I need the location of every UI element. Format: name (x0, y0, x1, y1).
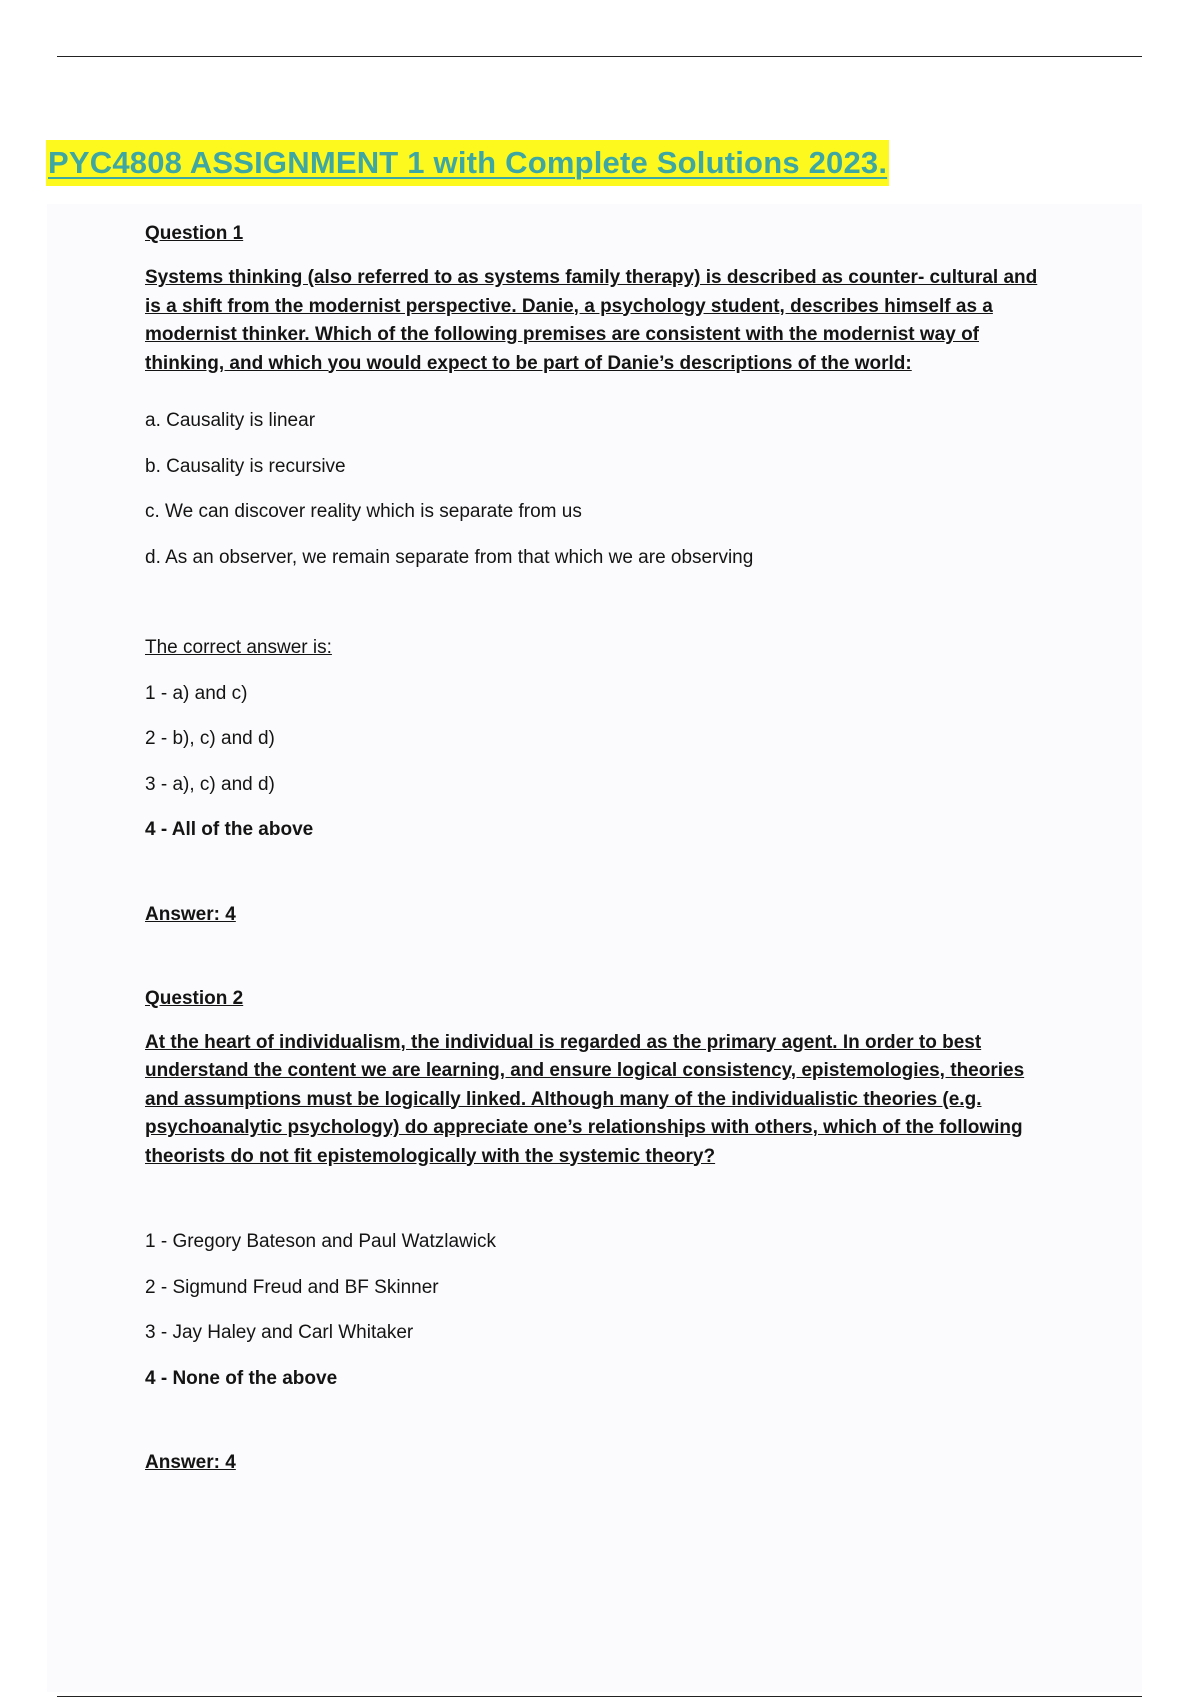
question-stem: Systems thinking (also referred to as systems family therapy) is described as counter- cultural and is a shift from the modernist perspective. Danie, a psychology student, describes himself as a modernist thinker. Which of the following premises are consistent with the modernist way of thinking, and which you would expect to be part of Danie’s descriptions of the world: (145, 267, 1038, 374)
answer-line: Answer: 4 (145, 1452, 236, 1473)
header-rule (57, 56, 1142, 57)
question-1 (145, 220, 1045, 929)
answer-option-correct: 4 - All of the above (145, 819, 314, 840)
document-title: PYC4808 ASSIGNMENT 1 with Complete Solutions 2023. (46, 140, 889, 186)
premise-item: b. Causality is recursive (145, 455, 346, 477)
answer-option: 2 - Sigmund Freud and BF Skinner (145, 1276, 439, 1298)
question-heading: Question 2 (145, 987, 244, 1009)
answer-option: 1 - Gregory Bateson and Paul Watzlawick (145, 1231, 496, 1252)
answer-option: 2 - b), c) and d) (145, 728, 275, 749)
answer-option: 1 - a) and c) (145, 682, 248, 704)
premise-item: c. We can discover reality which is separate from us (145, 501, 582, 522)
question-stem: At the heart of individualism, the individual is regarded as the primary agent. In order to best understand the content we are learning, and ensure logical consistency, epistemologies, theories and assumptions must be logically linked. Although many of the individualistic theories (e.g. psychoanalytic psychology) do appreciate one’s relationships with others, which of the following theorists do not fit epistemologically with the systemic theory? (145, 1031, 1025, 1167)
premise-item: d. As an observer, we remain separate from that which we are observing (145, 546, 754, 568)
premise-item: a. Causality is linear (145, 410, 316, 431)
answer-option-correct: 4 - None of the above (145, 1367, 338, 1389)
correct-answer-label: The correct answer is: (145, 637, 332, 658)
answer-line: Answer: 4 (145, 903, 236, 925)
question-2 (145, 985, 1045, 1478)
answer-option: 3 - a), c) and d) (145, 773, 275, 795)
question-heading: Question 1 (145, 223, 244, 244)
document-content (145, 220, 1045, 1477)
footer-rule (57, 1696, 1142, 1697)
answer-option: 3 - Jay Haley and Carl Whitaker (145, 1322, 414, 1343)
